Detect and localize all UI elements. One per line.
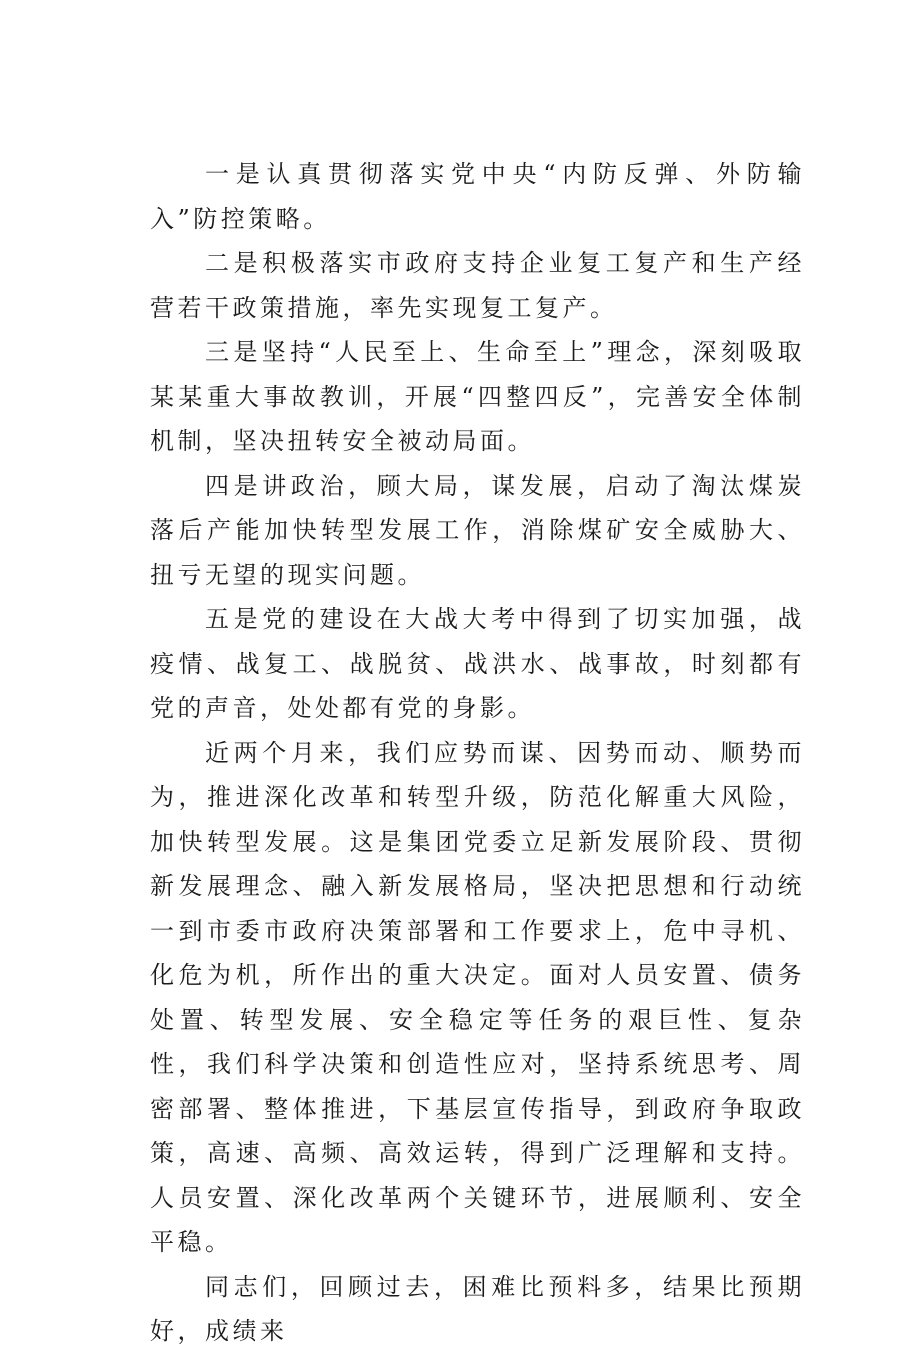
document-body [150,152,805,1354]
paragraph-5: 五是党的建设在大战大考中得到了切实加强，战疫情、战复工、战脱贫、战洪水、战事故，时刻都有党的声音，处处都有党的身影。 [150,605,805,722]
paragraph-3: 三是坚持“人民至上、生命至上”理念，深刻吸取某某重大事故教训，开展“四整四反”，完善安全体制机制，坚决扭转安全被动局面。 [150,338,805,455]
paragraph-6: 近两个月来，我们应势而谋、因势而动、顺势而为，推进深化改革和转型升级，防范化解重大风险，加快转型发展。这是集团党委立足新发展阶段、贯彻新发展理念、融入新发展格局，坚决把思想和行动统一到市委市政府决策部署和工作要求上，危中寻机、化危为机，所作出的重大决定。面对人员安置、债务处置、转型发展、安全稳定等任务的艰巨性、复杂性，我们科学决策和创造性应对，坚持系统思考、周密部署、整体推进，下基层宣传指导，到政府争取政策，高速、高频、高效运转，得到广泛理解和支持。人员安置、深化改革两个关键环节，进展顺利、安全平稳。 [150,738,805,1256]
paragraph-4: 四是讲政治，顾大局，谋发展，启动了淘汰煤炭落后产能加快转型发展工作，消除煤矿安全威胁大、扭亏无望的现实问题。 [150,471,805,589]
paragraph-7: 同志们，回顾过去，困难比预料多，结果比预期好，成绩来 [150,1272,805,1345]
paragraph-2: 二是积极落实市政府支持企业复工复产和生产经营若干政策措施，率先实现复工复产。 [150,249,805,322]
paragraph-1: 一是认真贯彻落实党中央“内防反弹、外防输入”防控策略。 [150,160,805,233]
